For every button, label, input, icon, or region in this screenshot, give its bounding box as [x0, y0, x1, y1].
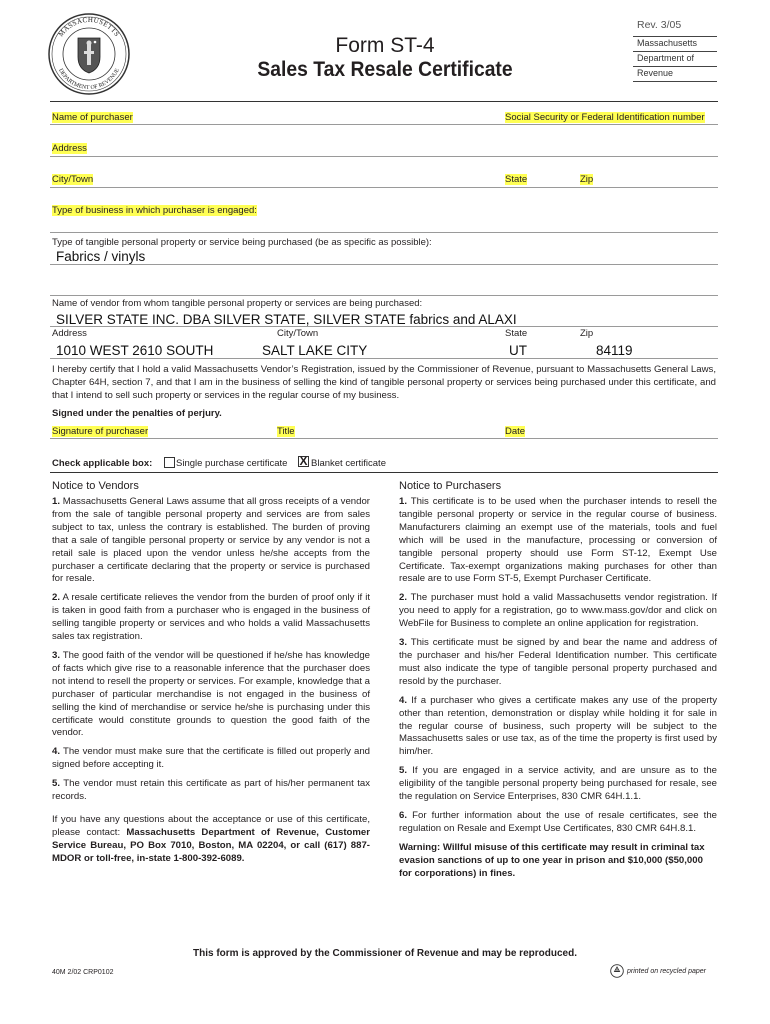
state-label: State [505, 174, 528, 185]
property-value[interactable]: Fabrics / vinyls [56, 249, 146, 264]
purchaser-item-5: 5. If you are engaged in a service activity, and are unsure as to the eligibility of the tangible personal property being purchased for resale, see the regulation on Service Enterprises, 830 CMR 64H.1.1. [399, 765, 717, 803]
vendor-contact-info: If you have any questions about the acceptance or use of this certificate, please contact: Massachusetts Department of Revenue, Customer Service Bureau, PO Box 7010, Boston, MA 02204, or call (617) 887-MDOR or toll-free, in-state 1-800-392-6089. [52, 813, 371, 864]
blanket-label: Blanket certificate [311, 458, 386, 469]
business-type-line[interactable] [50, 232, 718, 233]
purchaser-name-line[interactable] [50, 124, 718, 125]
vendor-zip-label: Zip [580, 328, 594, 339]
date-label: Date [505, 426, 526, 437]
vendor-address-value[interactable]: 1010 WEST 2610 SOUTH [56, 343, 214, 358]
vendor-item-2: 2. A resale certificate relieves the vendor from the burden of proof only if it is taken in good faith from a purchaser who is engaged in the business of selling tangible property or services and who holds a valid Massachusetts sales tax registration. [52, 592, 370, 643]
form-title: Sales Tax Resale Certificate [257, 58, 513, 81]
agency-line-2: Department of [637, 53, 695, 63]
purchaser-item-4: 4. If a purchaser who gives a certificate makes any use of the property other than retention, demonstration or display while holding it for sale in the regular course of business, such property will be subject to the Massachusetts sales or use tax, as of the time the property is first used by him/her. [399, 694, 717, 758]
certification-text: I hereby certify that I hold a valid Massachusetts Vendor’s Registration, issued by the Commissioner of Revenue, pursuant to Massachusetts General Laws, Chapter 64H, section 7, and that I am in the business of selling the kind of tangible personal property or services being purchased under this certificate, and that I intend to sell such property or services in the regular course of my business. [52, 364, 716, 401]
vendor-item-3: 3. The good faith of the vendor will be questioned if he/she has knowledge of facts which give rise to a reasonable inference that the purchaser does not intend to resell the property or services. For example, knowledge that a purchaser of particular merchandise is not engaged in the business of selling the kind of merchandise or service he/she is purchasing under this certificate would constitute grounds to question the good faith of the vendor. [52, 649, 370, 739]
massachusetts-seal-logo [48, 13, 130, 95]
single-purchase-checkbox[interactable] [164, 457, 175, 468]
vendor-item-5: 5. The vendor must retain this certificate as part of his/her permanent tax records. [52, 778, 370, 803]
agency-line-1: Massachusetts [637, 38, 698, 48]
single-purchase-label: Single purchase certificate [176, 458, 288, 469]
perjury-statement: Signed under the penalties of perjury. [52, 408, 222, 419]
vendor-state-value[interactable]: UT [509, 343, 527, 358]
ssn-fid-label: Social Security or Federal Identification number [505, 112, 705, 123]
vendor-name-value[interactable]: SILVER STATE INC. DBA SILVER STATE, SILVER STATE fabrics and ALAXI [56, 312, 517, 327]
misuse-warning: Warning: Willful misuse of this certificate may result in criminal tax evasion sanctions of up to one year in prison and $10,000 ($50,000 for corporations) in fines. [399, 841, 705, 879]
vendor-address-label: Address [52, 328, 87, 339]
notice-vendors-body [52, 496, 370, 866]
notice-purchasers-body [399, 496, 717, 880]
vendor-item-1: 1. Massachusetts General Laws assume that all gross receipts of a vendor from the sale of tangible personal property and services are from sales subject to tax, unless the contrary is established. The burden of proving that a sale of tangible personal property or service by any vendor is not a retail sale is placed upon the vendor unless he/she accepts from the purchaser a certificate declaring that the property or service is purchased for resale. [52, 496, 370, 585]
blanket-checkbox[interactable]: X [299, 454, 308, 468]
address-label: Address [52, 143, 87, 154]
purchaser-item-6: 6. For further information about the use of resale certificates, see the regulation on Resale and Exempt Use Certificates, 830 CMR 64H.8.1. [399, 809, 717, 834]
vendor-item-4: 4. The vendor must make sure that the certificate is filled out properly and signed before accepting it. [52, 746, 370, 771]
vendor-zip-value[interactable]: 84119 [596, 343, 633, 358]
purchaser-item-3: 3. This certificate must be signed by and bear the name and address of the purchaser and his/her Federal Identification number. This certificate must also indicate the type of tangible personal property purchased and resold by the purchaser. [399, 637, 717, 687]
vendor-city-label: City/Town [277, 328, 319, 339]
form-code: 40M 2/02 CRP0102 [52, 969, 114, 976]
notice-purchasers-heading: Notice to Purchasers [399, 480, 502, 492]
revision-date: Rev. 3/05 [637, 19, 682, 31]
recycle-icon [610, 964, 624, 978]
notice-vendors-heading: Notice to Vendors [52, 480, 139, 492]
signature-line[interactable] [50, 438, 718, 439]
purchaser-item-2: 2. The purchaser must hold a valid Massachusetts vendor registration. If you need to apply for a registration, go to www.mass.gov/dor and click on WebFile for Business to complete an online application for registration. [399, 592, 717, 630]
address-line[interactable] [50, 156, 718, 157]
city-town-label: City/Town [52, 174, 94, 185]
check-box-label: Check applicable box: [52, 458, 153, 469]
svg-text:DEPARTMENT OF REVENUE: DEPARTMENT OF REVENUE [57, 67, 121, 92]
zip-label: Zip [580, 174, 594, 185]
name-of-purchaser-label: Name of purchaser [52, 112, 133, 123]
form-number: Form ST-4 [335, 34, 435, 57]
signature-label: Signature of purchaser [52, 426, 149, 437]
approval-note: This form is approved by the Commissioner of Revenue and may be reproduced. [193, 948, 577, 959]
city-line[interactable] [50, 187, 718, 188]
vendor-state-label: State [505, 328, 528, 339]
business-type-label: Type of business in which purchaser is engaged: [52, 205, 257, 216]
title-label: Title [277, 426, 295, 437]
vendor-label: Name of vendor from whom tangible personal property or services are being purchased: [52, 298, 423, 309]
property-label: Type of tangible personal property or service being purchased (be as specific as possible): [52, 237, 432, 248]
agency-line-3: Revenue [637, 68, 674, 78]
recycled-paper-note: printed on recycled paper [627, 968, 706, 975]
purchaser-item-1: 1. This certificate is to be used when the purchaser intends to resell the tangible personal property or service in the regular course of business. Manufacturers claiming an exempt use of the materials, tools and fuel which will be used in the manufacture, processing or conversion of tangible personal property should use Form ST-12, Exempt Use Certificate. Tax-exempt organizations making purchases for other than resale are to use Form ST-5, Exempt Purchaser Certificate. [399, 496, 718, 585]
vendor-city-value[interactable]: SALT LAKE CITY [262, 343, 368, 358]
svg-text:MASSACHUSETTS: MASSACHUSETTS [56, 15, 122, 39]
